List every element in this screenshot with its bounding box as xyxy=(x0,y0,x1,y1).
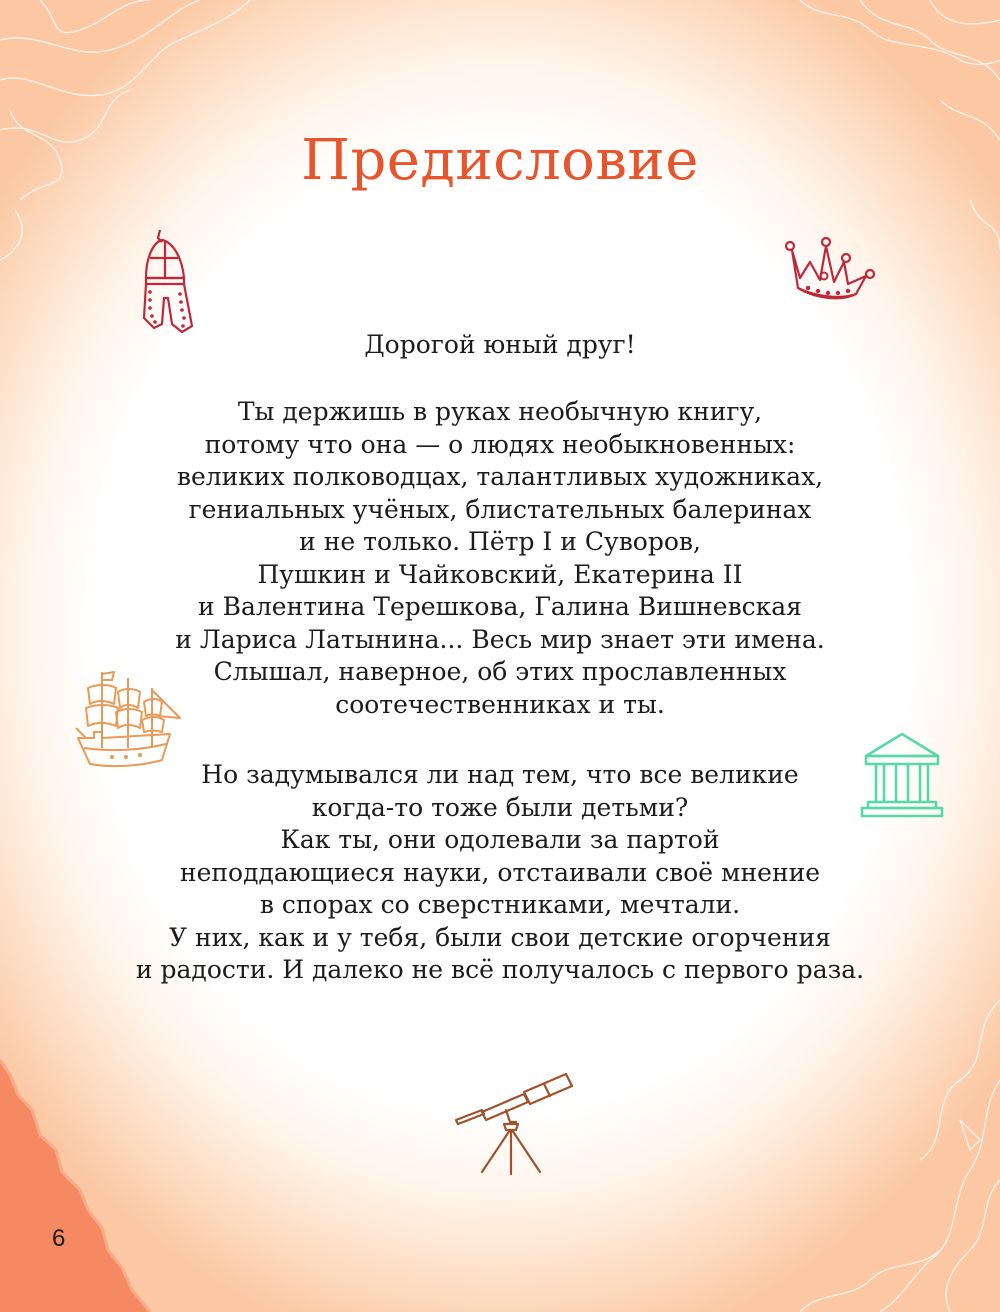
page-title: Предисловие xyxy=(301,128,699,193)
text-line: Пушкин и Чайковский, Екатерина II xyxy=(257,559,743,589)
text-line: и радости. И далеко не всё получалось с первого раза. xyxy=(135,955,865,984)
text-line: и не только. Пётр I и Суворов, xyxy=(299,527,701,556)
text-line: неподдающиеся науки, отстаивали своё мнение xyxy=(179,857,821,887)
helmet-icon xyxy=(138,228,216,334)
paragraph-2 xyxy=(0,759,1000,987)
text-line: Как ты, они одолевали за партой xyxy=(280,825,720,854)
text-line: и Валентина Терешкова, Галина Вишневская xyxy=(198,592,802,621)
text-line: великих полководцах, талантливых художниках, xyxy=(176,462,824,491)
text-line: гениальных учёных, блистательных балеринах xyxy=(188,494,812,524)
text-line: Ты держишь в руках необычную книгу, xyxy=(237,397,763,426)
text-line: соотечественниках и ты. xyxy=(335,689,665,719)
greeting: Дорогой юный друг! xyxy=(364,330,636,359)
text-line: У них, как и у тебя, были свои детские огорчения xyxy=(169,922,831,952)
telescope-icon xyxy=(452,1066,578,1176)
crown-icon xyxy=(780,236,878,306)
text-line: и Лариса Латынина... Весь мир знает эти имена. xyxy=(175,624,825,654)
text-line: в спорах со сверстниками, мечтали. xyxy=(259,890,741,919)
page-number: 6 xyxy=(52,1225,66,1252)
text-line: когда-то тоже были детьми? xyxy=(311,792,689,822)
text-line: потому что она — о людях необыкновенных: xyxy=(204,429,796,459)
text-line: Но задумывался ли над тем, что все великие xyxy=(201,760,799,789)
text-line: Слышал, наверное, об этих прославленных xyxy=(213,657,787,686)
